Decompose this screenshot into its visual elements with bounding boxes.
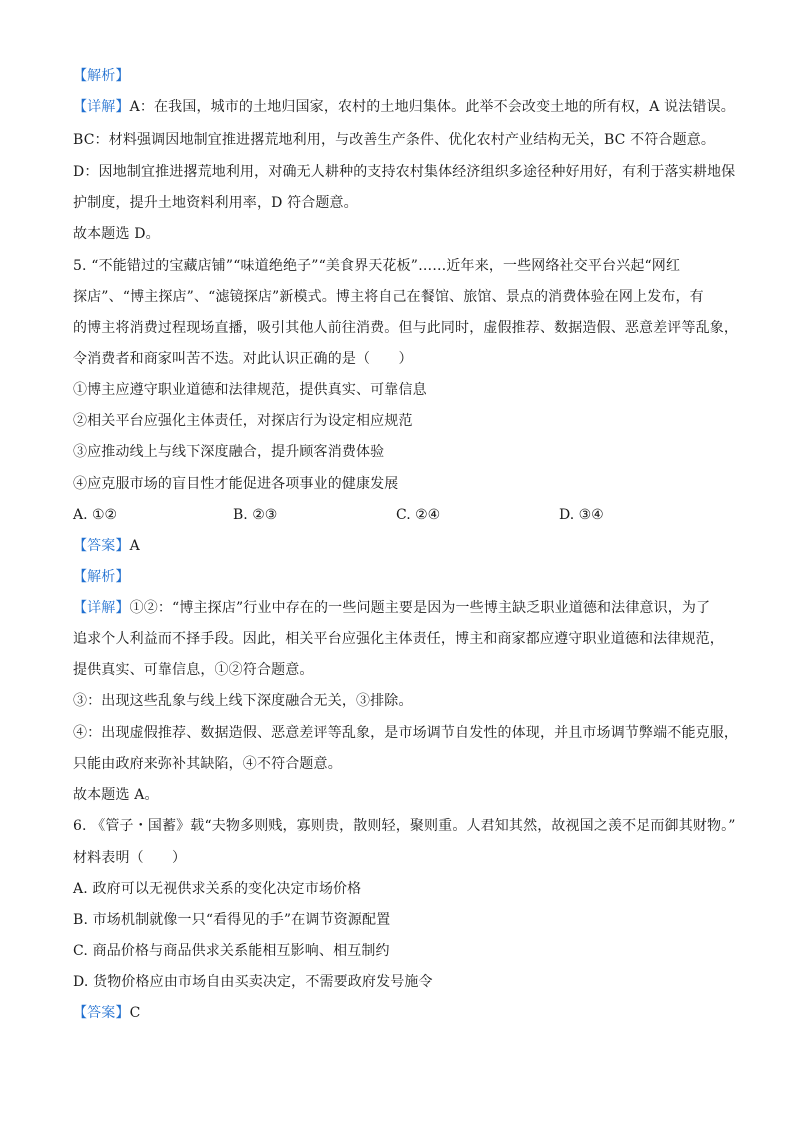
q6-stem-2: 材料表明（ ） bbox=[73, 850, 187, 866]
q5-detail-text-4: ③：出现这些乱象与线上线下深度融合无关，③排除。 bbox=[73, 693, 413, 709]
q4-detail-text-2: BC：材料强调因地制宜推进撂荒地利用，与改善生产条件、优化农村产业结构无关，BC 不符合题意。 bbox=[73, 132, 716, 148]
answer-tag: 【答案】 bbox=[73, 538, 130, 554]
q5-detail-line bbox=[73, 599, 733, 617]
q5-option-a: A. ①② bbox=[73, 507, 118, 523]
q6-option-c: C. 商品价格与商品供求关系能相互影响、相互制约 bbox=[73, 943, 390, 959]
q4-detail-text-4: 护制度，提升土地资料利用率，D 符合题意。 bbox=[73, 195, 358, 211]
q5-detail-text-5: ④：出现虚假推荐、数据造假、恶意差评等乱象，是市场调节自发性的体现，并且市场调节弊端不能克服， bbox=[73, 725, 739, 741]
q5-answer-line bbox=[73, 537, 733, 555]
detail-tag: 【详解】 bbox=[73, 600, 130, 616]
q5-item-2: ②相关平台应强化主体责任，对探店行为设定相应规范 bbox=[73, 413, 413, 429]
q5-analysis-heading bbox=[73, 568, 733, 586]
q4-detail-line bbox=[73, 98, 733, 116]
q5-stem-1: 5. “不能错过的宝藏店铺”“味道绝绝子”“美食界天花板”……近年来，一些网络社交平台兴起“网红 bbox=[73, 258, 681, 274]
q5-stem-3: 的博主将消费过程现场直播，吸引其他人前往消费。但与此同时，虚假推荐、数据造假、恶意差评等乱象， bbox=[73, 320, 739, 336]
q5-answer-value: A bbox=[129, 538, 140, 554]
q5-option-d: D. ③④ bbox=[559, 507, 604, 523]
q4-conclusion: 故本题选 D。 bbox=[73, 226, 160, 242]
q6-answer-line bbox=[73, 1004, 733, 1022]
q5-conclusion: 故本题选 A。 bbox=[73, 787, 159, 803]
q4-analysis-heading bbox=[73, 67, 733, 85]
q6-option-d: D. 货物价格应由市场自由买卖决定，不需要政府发号施令 bbox=[73, 974, 433, 990]
q5-item-4: ④应克服市场的盲目性才能促进各项事业的健康发展 bbox=[73, 476, 399, 492]
q6-stem-1: 6. 《管子・国蓄》载“夫物多则贱，寡则贵，散则轻，聚则重。人君知其然，故视国之羡不足而御其财物。” bbox=[73, 818, 736, 834]
q5-item-1: ①博主应遵守职业道德和法律规范，提供真实、可靠信息 bbox=[73, 382, 427, 398]
q5-detail-text-3: 提供真实、可靠信息，①②符合题意。 bbox=[73, 662, 314, 678]
q5-detail-text-2: 追求个人利益而不择手段。因此，相关平台应强化主体责任，博主和商家都应遵守职业道德和法律规范， bbox=[73, 631, 724, 647]
analysis-tag: 【解析】 bbox=[73, 569, 130, 585]
detail-tag: 【详解】 bbox=[73, 99, 130, 115]
answer-tag: 【答案】 bbox=[73, 1005, 130, 1021]
q5-option-b: B. ②③ bbox=[233, 507, 278, 523]
q5-item-3: ③应推动线上与线下深度融合，提升顾客消费体验 bbox=[73, 444, 385, 460]
q5-detail-text-1: ①②：“博主探店”行业中存在的一些问题主要是因为一些博主缺乏职业道德和法律意识，为了 bbox=[129, 600, 711, 616]
q6-option-b: B. 市场机制就像一只“看得见的手”在调节资源配置 bbox=[73, 912, 391, 928]
q5-stem-4: 令消费者和商家叫苦不迭。对此认识正确的是（ ） bbox=[73, 351, 413, 367]
q6-option-a: A. 政府可以无视供求关系的变化决定市场价格 bbox=[73, 881, 362, 897]
q5-option-c: C. ②④ bbox=[396, 507, 441, 523]
q5-stem-2: 探店”、“博主探店”、“滤镜探店”新模式。博主将自己在餐馆、旅馆、景点的消费体验在网上发布，有 bbox=[73, 289, 704, 305]
q5-detail-text-6: 只能由政府来弥补其缺陷，④不符合题意。 bbox=[73, 756, 342, 772]
q4-detail-text-1: A：在我国，城市的土地归国家，农村的土地归集体。此举不会改变土地的所有权，A 说法错误。 bbox=[129, 99, 735, 115]
q4-detail-text-3: D：因地制宜推进撂荒地利用，对确无人耕种的支持农村集体经济组织多途径种好用好，有利于落实耕地保 bbox=[73, 164, 736, 180]
analysis-tag: 【解析】 bbox=[73, 68, 130, 84]
q6-answer-value: C bbox=[129, 1005, 141, 1021]
